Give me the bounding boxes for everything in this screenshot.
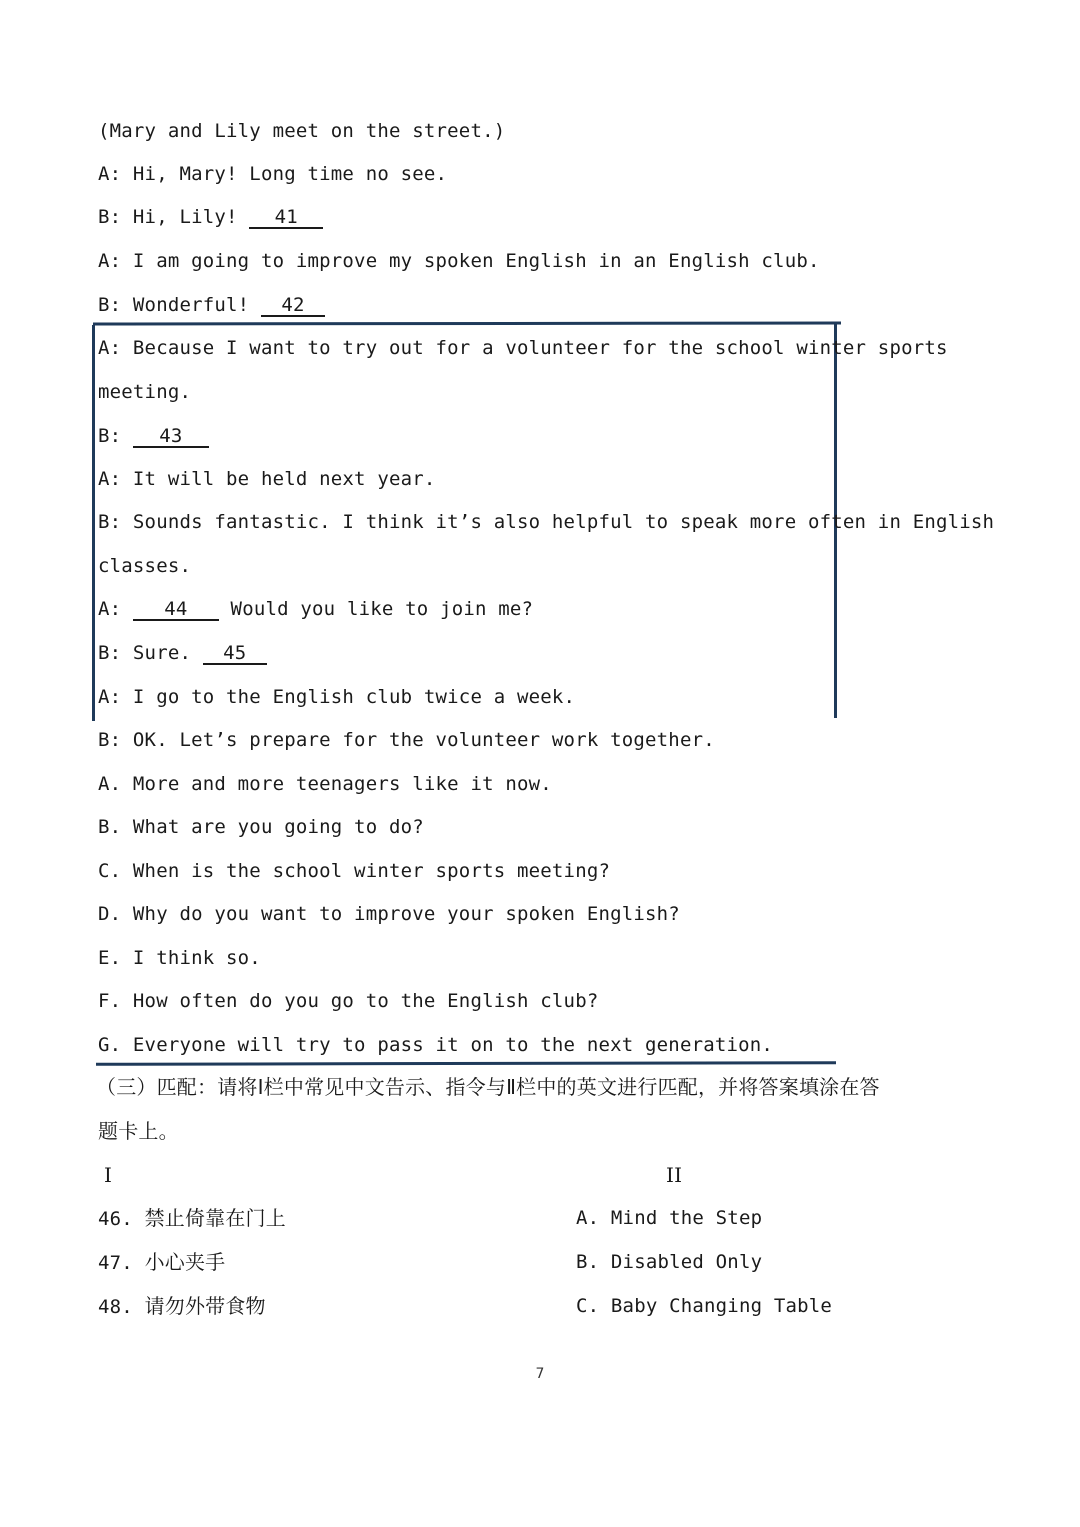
match-item-47 (98, 1250, 225, 1275)
dialogue-line-4-text: B: Wonderful! (98, 294, 261, 316)
page-number: 7 (535, 1366, 545, 1382)
dialogue-line-10-text: B: Sure. (98, 642, 203, 664)
dialogue-line-8b: classes. (98, 555, 192, 577)
dialogue-line-2 (98, 205, 323, 229)
dialogue-line-5a: A: Because I want to try out for a volunteer for the school winter sports (98, 337, 948, 359)
dialogue-line-4 (98, 293, 325, 317)
match-item-cn: 小心夹手 (144, 1250, 226, 1274)
section3-instruction-b: 题卡上。 (98, 1119, 179, 1143)
blank-44[interactable]: 44 (133, 599, 219, 621)
option-f: F. How often do you go to the English club? (98, 990, 599, 1012)
option-c: C. When is the school winter sports meeting? (98, 860, 611, 882)
dialogue-line-11: A: I go to the English club twice a week. (98, 686, 576, 708)
option-d: D. Why do you want to improve your spoken English? (98, 903, 680, 925)
option-a: A. More and more teenagers like it now. (98, 773, 552, 795)
dialogue-line-9-text: A: (98, 598, 133, 620)
option-e: E. I think so. (98, 947, 261, 969)
match-item-cn: 禁止倚靠在门上 (144, 1206, 286, 1230)
blank-43[interactable]: 43 (133, 426, 209, 448)
dialogue-line-3: A: I am going to improve my spoken English in an English club. (98, 250, 820, 272)
box-left-border (92, 325, 95, 721)
match-option-b: B. Disabled Only (576, 1251, 763, 1273)
dialogue-line-10 (98, 641, 267, 665)
section3-instruction-a: （三）匹配：请将Ⅰ栏中常见中文告示、指令与Ⅱ栏中的英文进行匹配，并将答案填涂在答 (96, 1075, 880, 1099)
dialogue-line-1: A: Hi, Mary! Long time no see. (98, 163, 448, 185)
dialogue-intro: (Mary and Lily meet on the street.) (98, 120, 506, 142)
match-item-cn: 请勿外带食物 (144, 1294, 266, 1318)
dialogue-line-8a: B: Sounds fantastic. I think it’s also helpful to speak more often in English (98, 511, 995, 533)
dialogue-line-9 (98, 597, 533, 621)
dialogue-line-6 (98, 424, 209, 448)
dialogue-line-9-post: Would you like to join me? (218, 598, 534, 620)
box-top-border (93, 321, 841, 325)
dialogue-line-7: A: It will be held next year. (98, 468, 436, 490)
blank-45[interactable]: 45 (203, 643, 267, 665)
match-item-46 (98, 1206, 286, 1231)
blank-42[interactable]: 42 (261, 295, 325, 317)
option-g: G. Everyone will try to pass it on to the next generation. (98, 1034, 774, 1056)
match-option-c: C. Baby Changing Table (576, 1295, 833, 1317)
blank-41[interactable]: 41 (249, 207, 323, 229)
match-item-48 (98, 1294, 266, 1319)
dialogue-line-2-text: B: Hi, Lily! (98, 206, 250, 228)
match-item-number: 48. (98, 1296, 133, 1318)
column-1-header: I (104, 1163, 113, 1187)
match-option-a: A. Mind the Step (576, 1207, 763, 1229)
option-b: B. What are you going to do? (98, 816, 424, 838)
dialogue-line-12: B: OK. Let’s prepare for the volunteer work together. (98, 729, 715, 751)
match-item-number: 46. (98, 1208, 133, 1230)
dialogue-line-6-text: B: (98, 425, 133, 447)
match-item-number: 47. (98, 1252, 133, 1274)
options-bottom-border (96, 1061, 836, 1066)
column-2-header: II (666, 1163, 683, 1187)
dialogue-line-5b: meeting. (98, 381, 192, 403)
